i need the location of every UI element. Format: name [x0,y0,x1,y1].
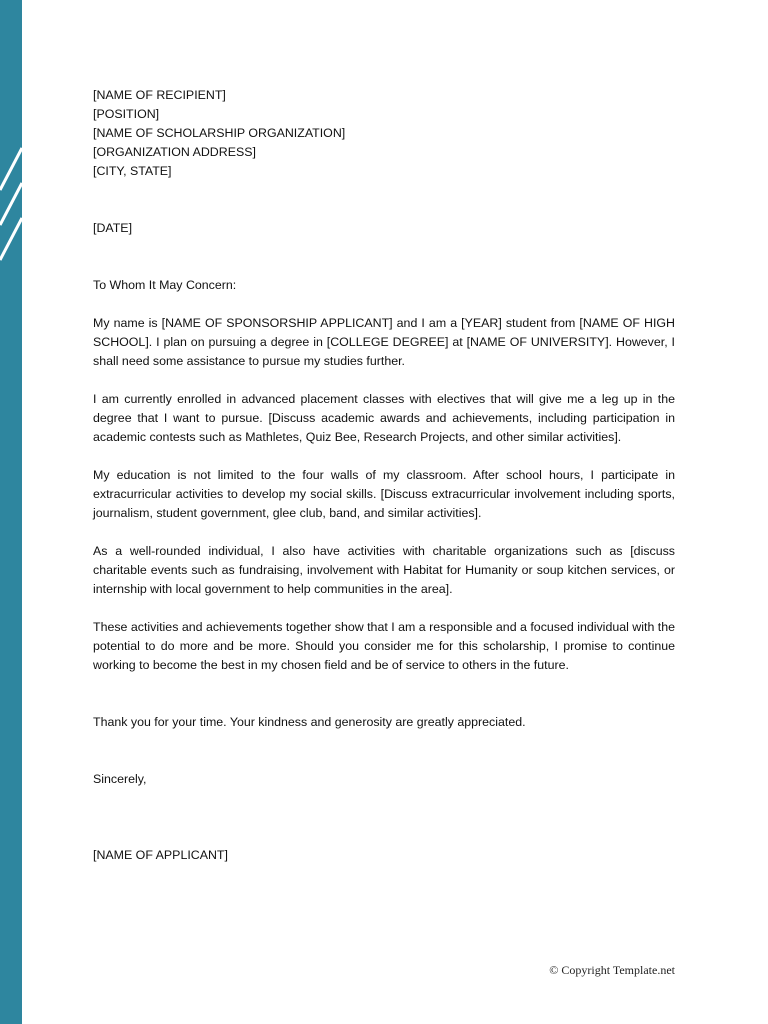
recipient-organization: [NAME OF SCHOLARSHIP ORGANIZATION] [93,126,346,140]
recipient-address: [ORGANIZATION ADDRESS] [93,145,256,159]
recipient-city-state: [CITY, STATE] [93,164,172,178]
paragraph-conclusion: These activities and achievements together show that I am a responsible and a focused individual with the potential to do more and be more. Should you consider me for this scholarship, I promise to continue working to become the best in my chosen field and be of service to others in the future. [93,620,676,672]
paragraph-charitable: As a well-rounded individual, I also have activities with charitable organizations such as [discuss charitable events such as fundraising, involvement with Habitat for Humanity or soup kitchen services, or internship with local government to help communities in the area]. [93,544,675,596]
recipient-name: [NAME OF RECIPIENT] [93,88,226,102]
signature-name: [NAME OF APPLICANT] [93,848,228,862]
letter-date: [DATE] [93,221,133,235]
paragraph-extracurricular: My education is not limited to the four walls of my classroom. After school hours, I participate in extracurricular activities to develop my social skills. [Discuss extracurricular involvement including sports, journalism, student government, glee club, band, and similar activities]. [93,468,675,520]
decorative-side-bar [0,0,22,1024]
paragraph-academics: I am currently enrolled in advanced placement classes with electives that will give me a leg up in the degree that I want to pursue. [Discuss academic awards and achievements, including participation in academic contests such as Mathletes, Quiz Bee, Research Projects, and other similar activities]. [93,392,675,444]
recipient-position: [POSITION] [93,107,160,121]
salutation: To Whom It May Concern: [93,278,237,292]
letter-body [93,86,675,865]
recipient-block [93,86,675,181]
closing: Sincerely, [93,772,147,786]
diagonal-stripes-icon [0,0,22,1024]
thanks-line: Thank you for your time. Your kindness and generosity are greatly appreciated. [93,715,526,729]
paragraph-introduction: My name is [NAME OF SPONSORSHIP APPLICANT] and I am a [YEAR] student from [NAME OF HIGH SCHOOL]. I plan on pursuing a degree in [COLLEGE DEGREE] at [NAME OF UNIVERSITY]. However, I shall need some assistance to pursue my studies further. [93,316,675,368]
copyright-footer: © Copyright Template.net [549,963,675,977]
